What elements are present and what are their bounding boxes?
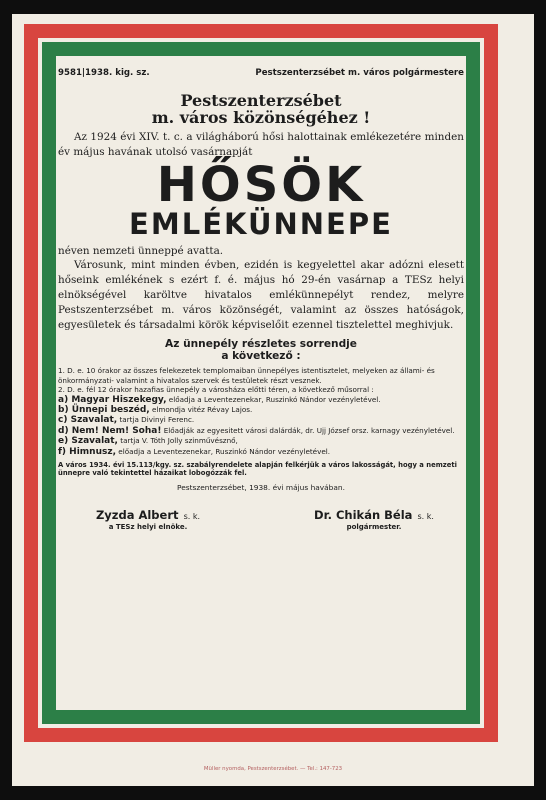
program-item-a	[58, 395, 464, 405]
signature-right-role: polgármester.	[346, 523, 402, 532]
headline-line-2: EMLÉKÜNNEPE	[129, 206, 393, 241]
issuing-authority: Pestszenterzsébet m. város polgármestere	[255, 68, 464, 78]
program-item-1: 1. D. e. 10 órakor az összes felekezetek templomaiban ünnepélyes istentisztelet, melyeken az állami- és önkormányzati- valamint a hivatalos szervek és testületek részt vesznek.	[58, 366, 435, 385]
after-headline-text: néven nemzeti ünneppé avatta.	[58, 244, 224, 257]
program-item-e-detail: tartja V. Tóth Jolly szinművésznő,	[117, 436, 238, 446]
flag-note: A város 1934. évi 15.113/kgy. sz. szabályrendelete alapján felkérjük a város lakosságát, hogy a nemzeti ünnepre való tekintettel házaikat lobogózzák fel.	[58, 461, 457, 478]
program-item-e	[58, 436, 464, 446]
program-item-2: 2. D. e. fél 12 órakor hazafias ünnepély a városháza előtti téren, a következő műsorral :	[58, 385, 374, 395]
signature-left-sk: s. k.	[183, 512, 201, 522]
printer-imprint: Müller nyomda, Pestszenterzsébet. — Tel.: 147-723	[203, 766, 343, 772]
program-title-line-1: Az ünnepély részletes sorrendje	[165, 338, 357, 351]
program-item-b-title: b) Ünnepi beszéd,	[58, 405, 150, 415]
poster-title	[58, 92, 464, 126]
program-item-f	[58, 447, 464, 457]
program-item-e-title: e) Szavalat,	[58, 436, 118, 447]
program-title-line-2: a következő :	[221, 350, 301, 363]
program-item-d-detail: Előadják az egyesitett városi dalárdák, dr. Ujj József orsz. karnagy vezényletével.	[161, 425, 455, 435]
body-paragraph: Városunk, mint minden évben, ezidén is kegyelettel akar adózni elesett hőseink emlékének s ezért f. é. május hó 29-én vasárnap a TESz helyi elnökségével karöltve hivatalos emlékünnepélyt rendez, melyre Pestszenterzsébet m. város közönségét, valamint az összes hatóságok, egyesületek és társadalmi körök képviselőit ezennel tisztelettel meghivjuk.	[58, 259, 464, 331]
program-item-c	[58, 415, 464, 425]
headline-line-1: HŐSÖK	[156, 156, 366, 213]
intro-paragraph: Az 1924 évi XIV. t. c. a világháború hősi halottainak emlékezetére minden év május havának utolsó vasárnapját	[58, 131, 464, 158]
program-item-d-title: d) Nem! Nem! Soha!	[58, 425, 162, 436]
reference-number: 9581|1938. kig. sz.	[58, 68, 150, 78]
poster-content	[58, 58, 464, 708]
signature-left	[58, 504, 238, 531]
program-item-b-detail: elmondja vitéz Révay Lajos.	[149, 405, 253, 414]
program-item-f-title: f) Himnusz,	[58, 446, 116, 457]
program-item-d	[58, 426, 464, 436]
program-item-a-detail: előadja a Leventezenekar, Ruszinkó Nándor vezényletével.	[166, 394, 381, 404]
program-list	[58, 366, 464, 457]
program-item-c-detail: tartja Divinyi Ferenc.	[117, 415, 195, 425]
title-line-2: m. város közönségéhez !	[151, 108, 371, 127]
signature-right-name: Dr. Chikán Béla	[314, 508, 413, 523]
signature-right-sk: s. k.	[417, 512, 434, 522]
signature-right	[284, 504, 464, 531]
program-item-f-detail: előadja a Leventezenekar, Ruszinkó Nándor vezényletével.	[116, 446, 331, 456]
date-line: Pestszenterzsébet, 1938. évi május havában.	[177, 483, 345, 493]
program-item-a-title: a) Magyar Hiszekegy,	[58, 394, 167, 405]
header-row	[58, 68, 464, 78]
program-item-c-title: c) Szavalat,	[58, 415, 118, 426]
signatures	[58, 504, 464, 531]
signature-left-name: Zyzda Albert	[95, 508, 179, 523]
program-item-b	[58, 405, 464, 415]
title-line-1: Pestszenterzsébet	[180, 91, 342, 110]
signature-left-role: a TESz helyi elnöke.	[108, 523, 188, 532]
program-title	[58, 338, 464, 362]
